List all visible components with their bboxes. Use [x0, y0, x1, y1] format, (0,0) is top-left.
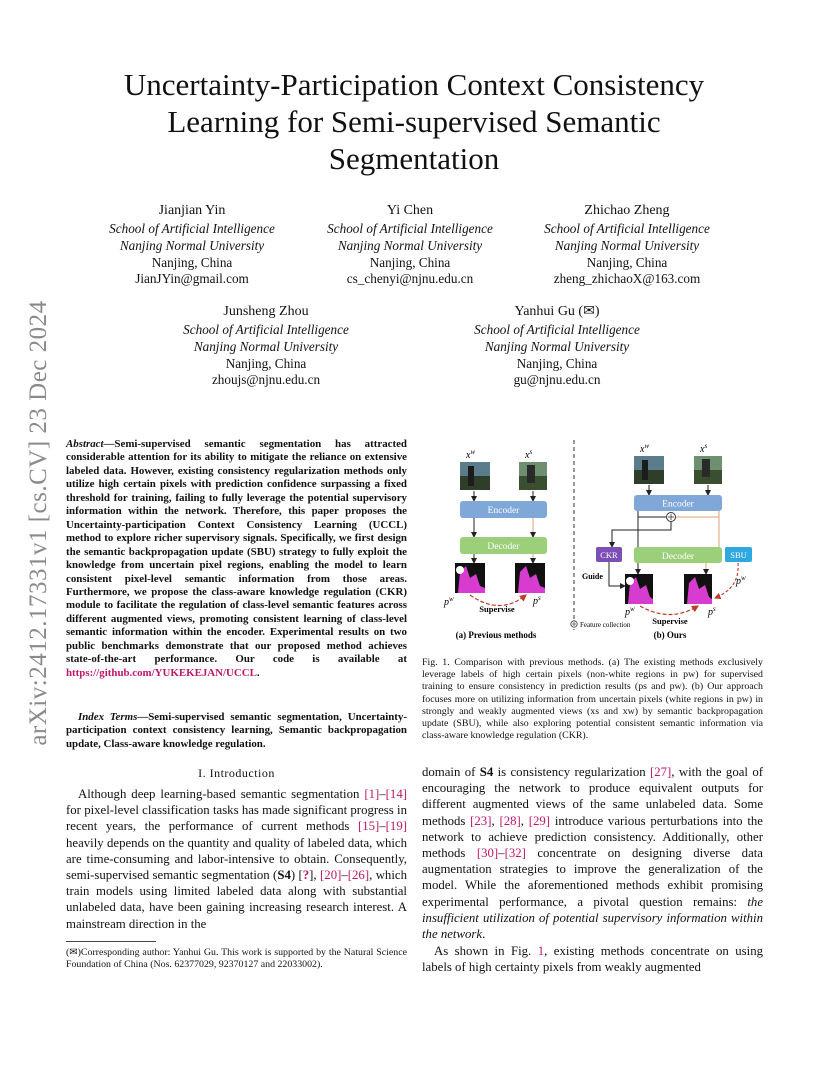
- citation-link[interactable]: [32]: [504, 846, 526, 861]
- author-university: Nanjing Normal University: [484, 338, 630, 354]
- text-run: As shown in Fig.: [434, 944, 538, 958]
- citation-link[interactable]: [20]: [320, 868, 342, 883]
- intro-paragraph-3: [422, 943, 763, 975]
- author-block-4: [166, 303, 366, 389]
- footnote-rule: [66, 941, 156, 942]
- footnote: (✉)Corresponding author: Yanhui Gu. This work is supported by the Natural Science Foundation of China (Nos. 62377029, 92370127 and 22033002).: [66, 947, 407, 971]
- author-email: JianJYin@gmail.com: [135, 271, 249, 287]
- figure-1: [422, 438, 763, 646]
- emphasis-text: the insufficient utilization of potential supervisory information within the network: [422, 894, 763, 942]
- author-affiliation: School of Artificial Intelligence: [327, 221, 493, 236]
- author-email: cs_chenyi@njnu.edu.cn: [346, 271, 474, 287]
- text-run: ,: [520, 813, 529, 828]
- author-block-3: [527, 202, 727, 288]
- author-name: Junsheng Zhou: [223, 304, 309, 319]
- s4-abbrev: S4: [479, 765, 494, 779]
- ckr-label: CKR: [600, 550, 618, 560]
- abstract-label: Abstract: [66, 438, 104, 450]
- text-run: heavily depends on the quantity and quality of labeled data, which are time-consuming and labor-intensive to obtain. Consequently, semi-supervised semantic segmentation (: [66, 835, 407, 883]
- prediction-strong: [684, 574, 712, 604]
- text-run: Although deep learning-based semantic segmentation: [78, 787, 365, 801]
- author-block-5: [457, 303, 657, 389]
- encoder-label: Encoder: [662, 499, 694, 510]
- image-weak-view: [460, 462, 490, 490]
- author-email: zheng_zhichaoX@163.com: [553, 271, 701, 287]
- citation-link[interactable]: [15]: [357, 819, 380, 834]
- author-name: Jianjian Yin: [158, 203, 226, 218]
- abstract-end: .: [256, 666, 260, 679]
- figure-ref-link[interactable]: 1: [537, 944, 545, 958]
- intro-paragraph-1: [66, 786, 407, 932]
- label-xs: $x^s$: [700, 442, 708, 455]
- author-location: Nanjing, China: [225, 355, 307, 371]
- arxiv-side-label: [24, 288, 54, 758]
- index-terms: [66, 711, 407, 751]
- sbu-label: SBU: [730, 550, 747, 560]
- image-strong-view: [694, 456, 722, 484]
- author-university: Nanjing Normal University: [337, 237, 483, 253]
- label-pw: $p^w$: [625, 605, 635, 618]
- author-location: Nanjing, China: [369, 254, 451, 270]
- citation-link[interactable]: [29]: [528, 813, 551, 828]
- decoder-label: Decoder: [661, 552, 695, 562]
- author-university: Nanjing Normal University: [193, 338, 339, 354]
- text-run: ,: [491, 813, 500, 828]
- author-name: Zhichao Zheng: [584, 203, 670, 218]
- index-terms-label: Index Terms: [78, 711, 138, 723]
- prediction-weak: [625, 574, 653, 604]
- paper-title: Uncertainty-Participation Context Consistency Learning for Semi-supervised Semantic Segmentation: [123, 67, 705, 176]
- panel-label-a: (a) Previous methods: [455, 630, 537, 640]
- author-email: zhoujs@njnu.edu.cn: [211, 372, 321, 388]
- author-university: Nanjing Normal University: [119, 237, 265, 253]
- abstract: [66, 438, 407, 680]
- arxiv-id-text: arXiv:2412.17331v1 [cs.CV] 23 Dec 2024: [25, 300, 52, 746]
- citation-link[interactable]: [1]: [364, 787, 380, 801]
- section-heading: I. Introduction: [198, 766, 275, 780]
- citation-link[interactable]: [23]: [470, 813, 492, 828]
- feature-collection-legend: Feature collection: [580, 621, 631, 629]
- s4-abbrev: S4: [277, 868, 291, 883]
- index-terms-body: —Semi-supervised semantic segmentation, Uncertainty-participation context consistency learning, Semantic backpropagation update, Class-aware knowledge regulation.: [66, 711, 407, 750]
- author-affiliation: School of Artificial Intelligence: [109, 221, 275, 236]
- label-pw: $p^w$: [736, 574, 746, 587]
- text-run: domain of: [422, 765, 480, 779]
- image-strong-view: [519, 462, 547, 490]
- text-run: is consistency regularization: [493, 765, 650, 779]
- prediction-weak: [455, 563, 485, 593]
- author-location: Nanjing, China: [516, 355, 598, 371]
- author-location: Nanjing, China: [151, 254, 233, 270]
- text-run: ],: [309, 868, 321, 883]
- text-run: –: [379, 787, 386, 801]
- label-pw: $p^w$: [444, 595, 454, 608]
- author-block-2: [310, 202, 510, 288]
- citation-link[interactable]: [14]: [385, 787, 407, 801]
- citation-link[interactable]: [27]: [649, 765, 672, 779]
- label-xw: $x^w$: [640, 442, 650, 455]
- author-affiliation: School of Artificial Intelligence: [183, 322, 349, 337]
- panel-label-b: (b) Ours: [653, 630, 687, 640]
- text-run: –: [379, 819, 386, 834]
- author-email: gu@njnu.edu.cn: [513, 372, 601, 388]
- prediction-strong: [515, 563, 545, 593]
- author-location: Nanjing, China: [586, 254, 668, 270]
- text-run: concentrate on designing diverse data augmentation strategies to improve the generalization of the model. While the aforementioned methods exhibit promising experimental performance, a pivotal question remains:: [422, 846, 763, 909]
- label-ps: $p^s$: [708, 605, 716, 618]
- text-run: ) [: [290, 868, 303, 883]
- text-run: introduce various perturbations into the network to achieve prediction consistency. Additionally, other methods: [422, 813, 763, 861]
- citation-link[interactable]: [28]: [499, 813, 521, 828]
- supervise-arrow-b: [640, 606, 698, 615]
- author-university: Nanjing Normal University: [554, 237, 700, 253]
- citation-link[interactable]: [26]: [347, 868, 370, 883]
- label-xs: $x^s$: [525, 448, 533, 461]
- text-run: , with the goal of encouraging the network to produce equivalent outputs for different augmented views of the same unlabeled data. Some methods: [422, 765, 763, 828]
- panel-ours: [571, 442, 752, 640]
- text-run: , which train models using limited labeled data along with substantial unlabeled data, have been gaining increasing research interest. A mainstream direction in the: [66, 868, 407, 931]
- citation-link[interactable]: [19]: [385, 819, 407, 834]
- author-affiliation: School of Artificial Intelligence: [474, 322, 640, 337]
- text-run: .: [482, 927, 486, 942]
- author-name: Yi Chen: [386, 203, 434, 218]
- author-block-1: [92, 202, 292, 288]
- guide-label: Guide: [582, 572, 603, 581]
- text-run: , existing methods concentrate on using labels of high certainty pixels from weakly augmented: [422, 944, 763, 975]
- text-run: –: [341, 868, 348, 883]
- supervise-label-b: Supervise: [652, 616, 688, 626]
- intro-paragraph-2: [422, 764, 763, 942]
- text-run: for pixel-level classification tasks has made significant progress in recent years, the performance of current methods: [66, 803, 407, 834]
- author-affiliation: School of Artificial Intelligence: [544, 221, 710, 236]
- panel-previous-methods: [443, 448, 547, 640]
- label-ps: $p^s$: [533, 594, 541, 607]
- author-name: Yanhui Gu (✉): [514, 304, 600, 319]
- text-run: –: [498, 846, 505, 861]
- image-weak-view: [634, 456, 664, 484]
- citation-link[interactable]: ?: [302, 868, 310, 883]
- figure-caption: Fig. 1. Comparison with previous methods. (a) The existing methods exclusively leverage labels of high certain pixels (non-white regions in pw) for supervised training to ensure consistency in prediction results (ps and pw). (b) Our approach focuses more on utilizing information from uncertain pixels (white regions in pw) in strongly and weakly augmented views (xs and xw) by semantic backpropagation update (SBU), while also exploring potential consistent semantic information via class-aware knowledge regulation (CKR).: [422, 657, 763, 742]
- supervise-label-a: Supervise: [479, 604, 515, 614]
- label-xw: $x^w$: [466, 448, 476, 461]
- encoder-label: Encoder: [487, 506, 520, 516]
- abstract-body: —Semi-supervised semantic segmentation has attracted considerable attention for its ability to mitigate the reliance on extensive labeled data. However, existing consistency regularization methods only utilize high certain pixels with prediction confidence surpassing a fixed threshold for training, failing to fully leverage the potential supervisory information within the network. Therefore, this paper proposes the Uncertainty-participation Context Consistency Learning (UCCL) method to explore richer supervisory signals. Specifically, we first design the semantic backpropagation update (SBU) strategy to fully exploit the knowledge from uncertain pixel regions, enabling the model to learn consistent pixel-level semantic information from those areas. Furthermore, we propose the class-aware knowledge regulation (CKR) module to facilitate the regulation of class-level semantic features across different augmented views, promoting consistent learning of class-level semantic information within the encoder. Experimental results on two public benchmarks demonstrate that our proposed method achieves state-of-the-art performance. Our code is available at: [66, 438, 407, 666]
- code-link[interactable]: https://github.com/YUKEKEJAN/UCCL: [66, 666, 257, 679]
- citation-link[interactable]: [30]: [476, 846, 499, 861]
- decoder-label: Decoder: [487, 542, 520, 552]
